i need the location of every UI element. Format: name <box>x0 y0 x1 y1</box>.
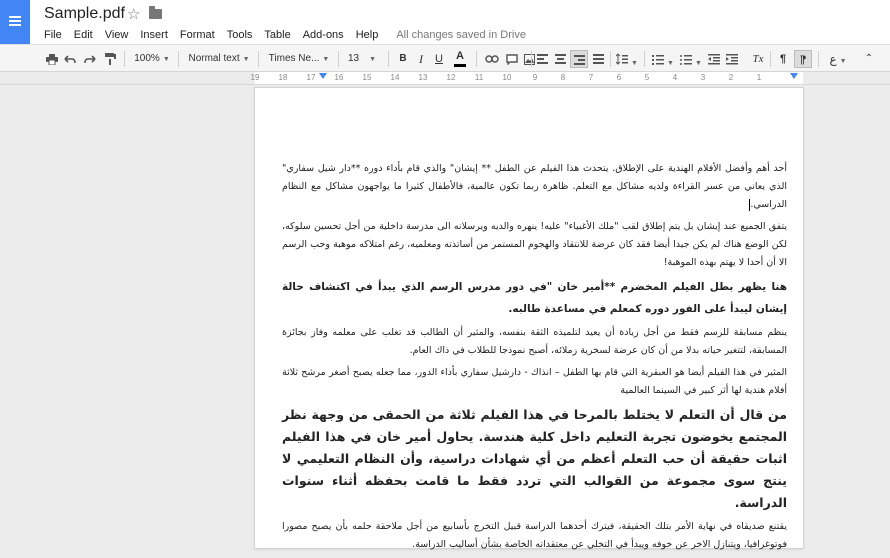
chevron-down-icon: ▼ <box>839 58 847 65</box>
bold-button[interactable]: B <box>399 53 407 64</box>
undo-icon[interactable] <box>62 50 78 68</box>
toolbar-divider <box>388 51 389 67</box>
toolbar-divider <box>770 51 771 67</box>
zoom-select[interactable] <box>130 50 174 68</box>
zoom-value: 100% <box>134 53 160 64</box>
toolbar-divider <box>338 51 339 67</box>
menu-table[interactable]: Table <box>264 29 291 41</box>
chevron-down-icon: ▼ <box>322 56 330 63</box>
chevron-down-icon: ▼ <box>242 56 250 63</box>
menu-format[interactable]: Format <box>179 29 215 41</box>
ruler-number: 12 <box>446 73 456 82</box>
chevron-down-icon: ▼ <box>369 56 377 63</box>
line-spacing-icon <box>616 53 628 65</box>
app-header <box>0 0 890 44</box>
font-size-select[interactable] <box>345 50 379 68</box>
document-page[interactable] <box>255 88 803 548</box>
document-paragraph[interactable]: يقتنع صديقاه في نهاية الأمر بتلك الحقيقة، فيترك أحدهما الدراسة قبيل التخرج بأسابيع من أجل ملاحقة حلمه بأن يصبح مصورا فوتوغرافيا، ويتنازل الاخر عن خوفه ويبدأ في التخلي عن معتقداته الخاصة بشأن أساليب الدراسة. <box>282 521 787 550</box>
ruler-number: 15 <box>362 73 372 82</box>
numbered-list-icon <box>652 54 664 65</box>
bulleted-list-select[interactable] <box>678 50 704 68</box>
align-right-icon <box>574 55 585 65</box>
toolbar-divider <box>644 51 645 67</box>
ruler-number: 19 <box>250 73 260 82</box>
ruler-number: 11 <box>474 73 484 82</box>
chevron-down-icon: ▼ <box>162 56 170 63</box>
ruler-number: 2 <box>728 73 734 82</box>
underline-button[interactable]: U <box>435 53 443 65</box>
font-value: Times Ne... <box>268 53 320 64</box>
increase-indent-icon[interactable] <box>724 50 740 68</box>
toolbar-divider <box>610 51 611 67</box>
menu-help[interactable]: Help <box>355 29 379 41</box>
menu-view[interactable]: View <box>104 29 129 41</box>
docs-menu-icon[interactable] <box>0 0 30 44</box>
toolbar-divider <box>818 51 819 67</box>
save-status: All changes saved in Drive <box>396 29 526 41</box>
menu-tools[interactable]: Tools <box>226 29 253 41</box>
ruler-number: 7 <box>588 73 594 82</box>
input-tools-select[interactable] <box>824 50 852 68</box>
toolbar-divider <box>178 51 179 67</box>
document-paragraph[interactable]: من قال أن التعلم لا يختلط بالمرحا في هذا الفيلم ثلاثة من الحمقى من وجهة نظر المجتمع يخوضون تجربة التعليم داخل كلية هندسة. يحاول أمير خان في هذا الفيلم اثبات حقيقة أن حب التعلم أعظم من أي شهادات دراسية، وأن النظام التعليمي لا ينتج سوى مجموعة من القوالب التي تردد فقط ما قامت بحفظه أثناء سنوات الدراسة. <box>282 407 787 510</box>
document-title[interactable]: Sample.pdf <box>44 5 125 22</box>
bulleted-list-icon <box>680 54 692 65</box>
document-paragraph[interactable]: يتفق الجميع عند إيشان بل يتم إطلاق لقب "ملك الأغبياء" عليه! ينهره والديه ويرسلانه الى مدرسة داخلية من أجل تحسين سلوكه، لكن الوضع هناك لم يكن جيدا أيضا فقد كان عرضة للانتقاد والهجوم المستمر من أساتذته ومعلميه، رغم امتلاكه موهبة وحب الرسم الا أن أحدا لا يهتم بهذه الموهبة! <box>282 221 787 268</box>
ruler-number: 6 <box>616 73 622 82</box>
ruler-number: 18 <box>278 73 288 82</box>
print-icon[interactable] <box>44 50 60 68</box>
star-icon[interactable]: ☆ <box>127 6 141 23</box>
folder-icon[interactable] <box>149 9 162 19</box>
chevron-down-icon: ▼ <box>631 60 638 67</box>
menu-insert[interactable]: Insert <box>140 29 168 41</box>
image-icon[interactable] <box>522 50 536 68</box>
collapse-toolbar-icon[interactable]: ⌃ <box>864 53 874 64</box>
paragraph-style-select[interactable] <box>184 50 254 68</box>
ruler-number: 3 <box>700 73 706 82</box>
toolbar-divider <box>124 51 125 67</box>
ruler-number: 13 <box>418 73 428 82</box>
italic-button[interactable]: I <box>419 52 423 66</box>
right-indent-marker[interactable] <box>790 73 798 79</box>
numbered-list-select[interactable] <box>650 50 676 68</box>
align-left-icon[interactable] <box>537 54 548 64</box>
text-cursor <box>749 199 750 211</box>
size-value: 13 <box>347 53 360 64</box>
decrease-indent-icon[interactable] <box>706 50 722 68</box>
text-color-button[interactable]: A <box>454 50 466 67</box>
justify-icon[interactable] <box>593 54 604 64</box>
toolbar <box>0 44 890 72</box>
menu-file[interactable]: File <box>44 29 62 41</box>
ruler-number: 1 <box>756 73 762 82</box>
line-spacing-select[interactable] <box>616 50 638 68</box>
ruler-number: 8 <box>560 73 566 82</box>
toolbar-divider <box>476 51 477 67</box>
toolbar-divider <box>531 51 532 67</box>
clear-formatting-icon: Tx <box>752 53 764 65</box>
clear-formatting-button[interactable] <box>750 50 766 68</box>
document-paragraph[interactable]: المثير في هذا الفيلم أيضا هو العبقرية التي قام بها الطفل – انذاك - دارشيل سفاري بأداء الدور، مما جعله يصبح أصغر مرشح ثلاثة أفلام هندية لها أثر كبير في السينما العالمية <box>282 367 787 396</box>
align-right-button[interactable] <box>570 50 588 68</box>
ruler-number: 14 <box>390 73 400 82</box>
ruler-number: 9 <box>532 73 538 82</box>
chevron-down-icon: ▼ <box>695 60 702 67</box>
ltr-button[interactable]: ¶ <box>779 53 787 65</box>
chevron-down-icon: ▼ <box>667 60 674 67</box>
ruler-number: 5 <box>644 73 650 82</box>
redo-icon[interactable] <box>82 50 98 68</box>
align-center-icon[interactable] <box>555 54 566 64</box>
link-icon[interactable] <box>484 50 500 68</box>
document-paragraph[interactable]: أحد أهم وأفضل الأفلام الهندية على الإطلاق. يتحدث هذا الفيلم عن الطفل ** إيشان" والذي قام بأداء دوره **دار شيل سفاري" الذي يعاني من عسر القراءة ولديه مشاكل مع التعلم. ظاهرة ربما تكون عالمية، فالأطفال كثيرا ما يواجهون مشاكل مع النظام الدراسي. <box>282 163 787 210</box>
comment-icon[interactable] <box>504 50 520 68</box>
paint-format-icon[interactable] <box>102 50 118 68</box>
input-tools-icon: ع <box>829 52 837 66</box>
rtl-button[interactable]: ¶ <box>794 50 812 68</box>
ruler-number: 17 <box>306 73 316 82</box>
menu-bar <box>44 27 526 43</box>
ruler-number: 10 <box>502 73 512 82</box>
document-body[interactable] <box>282 160 787 558</box>
document-paragraph[interactable]: ينظم مسابقة للرسم فقط من أجل زيادة أن يعيد لتلميذه الثقة بنفسه، والمثير أن الطالب قد تغلب على معلمه وفاز بجائزة المسابقة، لتتغير حياته بدلا من أن كان عرضة لسخرية زملائه، أصبح نموذجا للطلاب في ذاك العام. <box>282 327 787 356</box>
menu-addons[interactable]: Add-ons <box>302 29 344 41</box>
document-paragraph[interactable]: هنا يظهر بطل الفيلم المخضرم **أمير خان "في دور مدرس الرسم الذي يبدأ في اكتشاف حالة إيشان ليبدأ على الفور دوره كمعلم في مساعدة طالبه. <box>282 281 787 315</box>
ruler-number: 16 <box>334 73 344 82</box>
menu-edit[interactable]: Edit <box>73 29 93 41</box>
ruler-number: 4 <box>672 73 678 82</box>
ruler <box>0 72 890 85</box>
font-family-select[interactable] <box>264 50 334 68</box>
toolbar-divider <box>258 51 259 67</box>
style-value: Normal text <box>188 53 240 64</box>
left-indent-marker[interactable] <box>319 73 327 79</box>
